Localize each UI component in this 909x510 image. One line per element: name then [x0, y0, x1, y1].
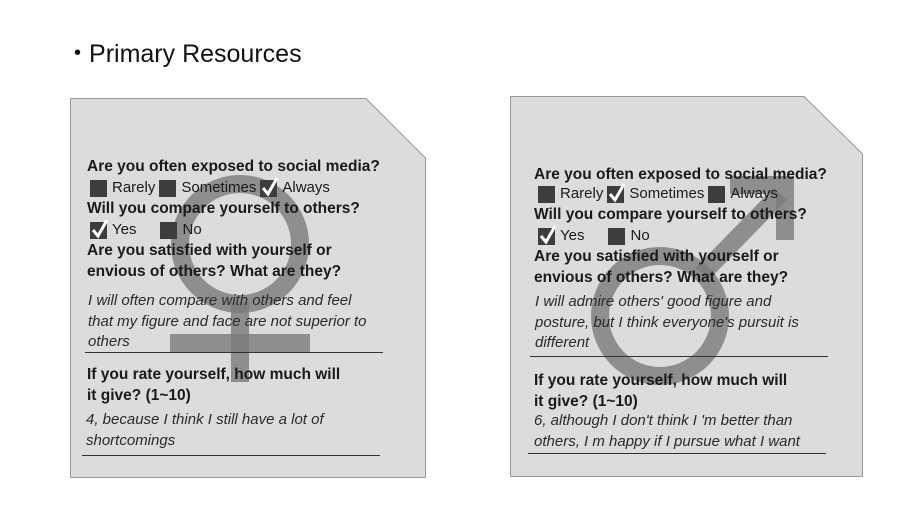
option-rarely[interactable]: Rarely: [90, 178, 155, 198]
option-no[interactable]: No: [608, 226, 649, 246]
options-compare: [538, 226, 654, 246]
option-sometimes[interactable]: Sometimes: [159, 178, 256, 198]
option-yes[interactable]: Yes: [538, 226, 584, 246]
survey-card-female: [70, 98, 426, 478]
checkmark-icon: [539, 224, 557, 246]
question-rate-line2: it give? (1~10): [534, 393, 638, 410]
checkmark-icon: [261, 176, 279, 198]
option-always[interactable]: Always: [708, 184, 778, 204]
question-satisfied-line2: envious of others? What are they?: [534, 269, 789, 286]
answer-satisfied-line2: that my figure and face are not superior to: [88, 313, 367, 330]
checkbox[interactable]: [90, 180, 107, 197]
answer-satisfied-line1: I will admire others' good figure and: [535, 293, 772, 310]
question-satisfied-line1: Are you satisfied with yourself or: [534, 248, 779, 265]
checkbox[interactable]: [159, 180, 176, 197]
question-compare: Will you compare yourself to others?: [87, 200, 360, 217]
options-social-media: [90, 178, 334, 198]
checkbox[interactable]: [608, 228, 625, 245]
question-rate-line2: it give? (1~10): [87, 387, 191, 404]
question-rate-line1: If you rate yourself, how much will: [534, 372, 788, 389]
answer-underline: [82, 455, 380, 456]
checkbox[interactable]: [708, 186, 725, 203]
answer-rate-line2: others, I m happy if I pursue what I want: [534, 433, 800, 450]
question-satisfied-line2: envious of others? What are they?: [87, 263, 342, 280]
answer-rate-line2: shortcomings: [86, 432, 176, 449]
option-yes[interactable]: Yes: [90, 220, 136, 240]
checkbox-checked[interactable]: [90, 222, 107, 239]
answer-satisfied-line1: I will often compare with others and feel: [88, 292, 352, 309]
checkmark-icon: [608, 182, 626, 204]
question-rate-line1: If you rate yourself, how much will: [87, 366, 341, 383]
option-rarely[interactable]: Rarely: [538, 184, 603, 204]
checkmark-icon: [91, 218, 109, 240]
options-social-media: [538, 184, 782, 204]
answer-satisfied-line2: posture, but I think everyone's pursuit is: [535, 314, 799, 331]
answer-rate-line1: 4, because I think I still have a lot of: [86, 411, 324, 428]
checkbox-checked[interactable]: [538, 228, 555, 245]
options-compare: [90, 220, 206, 240]
question-satisfied-line1: Are you satisfied with yourself or: [87, 242, 332, 259]
checkbox-checked[interactable]: [607, 186, 624, 203]
answer-underline: [528, 453, 826, 454]
question-compare: Will you compare yourself to others?: [534, 206, 807, 223]
slide-title: • Primary Resources: [74, 40, 302, 68]
checkbox-checked[interactable]: [260, 180, 277, 197]
option-no[interactable]: No: [160, 220, 201, 240]
option-always[interactable]: Always: [260, 178, 330, 198]
option-sometimes[interactable]: Sometimes: [607, 184, 704, 204]
answer-underline: [530, 356, 828, 357]
answer-satisfied-line3: different: [535, 334, 590, 351]
question-social-media: Are you often exposed to social media?: [534, 166, 827, 183]
checkbox[interactable]: [538, 186, 555, 203]
question-social-media: Are you often exposed to social media?: [87, 158, 380, 175]
answer-satisfied-line3: others: [88, 333, 130, 350]
answer-rate-line1: 6, although I don't think I 'm better than: [534, 412, 793, 429]
bullet-icon: •: [74, 42, 82, 64]
survey-card-male: [510, 96, 863, 477]
checkbox[interactable]: [160, 222, 177, 239]
answer-underline: [85, 352, 383, 353]
